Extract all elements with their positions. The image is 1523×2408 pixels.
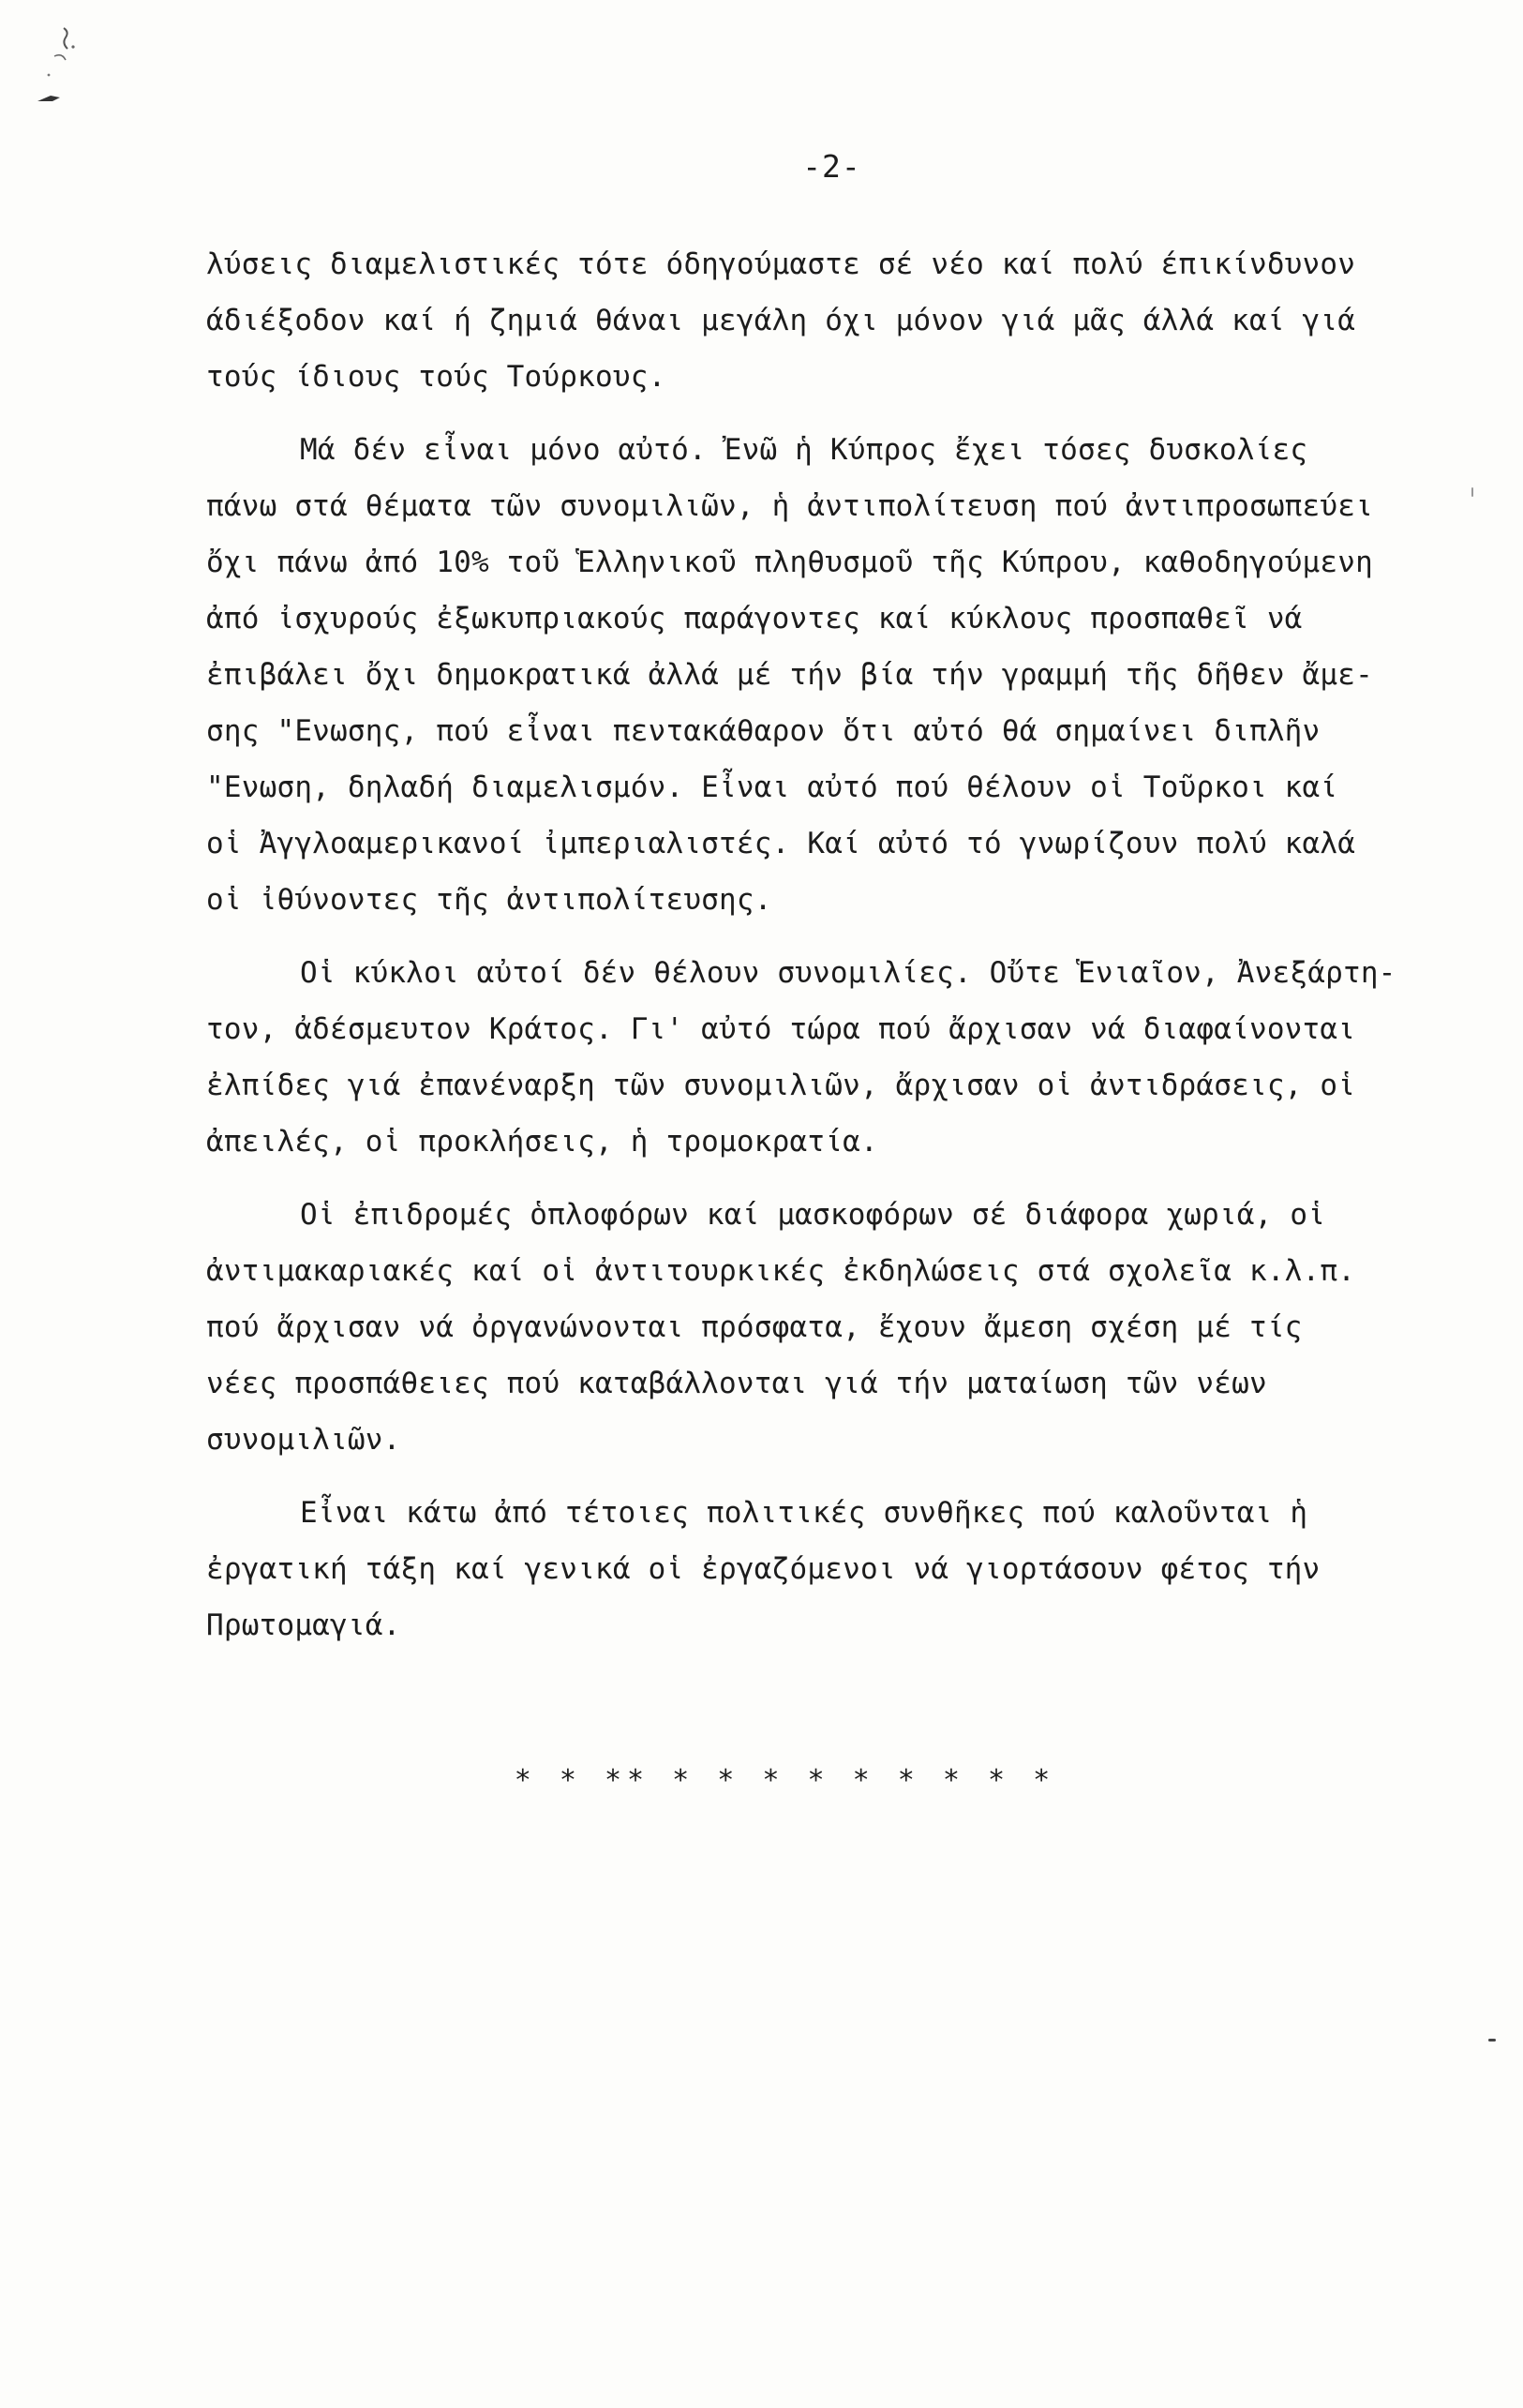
text-line: οἱ Ἀγγλοαμερικανοί ἰμπεριαλιστές. Καί αὐτό τό γνωρίζουν πολύ καλά (206, 827, 1356, 860)
scan-speck (1488, 2039, 1496, 2042)
section-separator: * * ** * * * * * * * * * (514, 1764, 1056, 1797)
text-line: νέες προσπάθειες πού καταβάλλονται γιά τήν ματαίωση τῶν νέων (206, 1367, 1267, 1400)
paragraph-5 (206, 1485, 1453, 1653)
text-line: ἐλπίδες γιά ἐπανέναρξη τῶν συνομιλιῶν, ἄρχισαν οἱ ἀντιδράσεις, οἱ (206, 1069, 1356, 1102)
paragraph-3 (206, 945, 1453, 1170)
text-line: ἀπειλές, οἱ προκλήσεις, ἡ τρομοκρατία. (206, 1125, 878, 1159)
text-line: άδιέξοδον καί ή ζημιά θάναι μεγάλη όχι μόνον γιά μᾶς άλλά καί γιά (206, 304, 1356, 337)
text-line: ὄχι πάνω ἀπό 10% τοῦ Ἑλληνικοῦ πληθυσμοῦ τῆς Κύπρου, καθοδηγούμενη (206, 546, 1373, 579)
text-line: Οἱ ἐπιδρομές ὁπλοφόρων καί μασκοφόρων σέ διάφορα χωριά, οἱ (300, 1198, 1326, 1232)
text-line: οἱ ἰθύνοντες τῆς ἀντιπολίτευσης. (206, 883, 772, 917)
paragraph-4 (206, 1187, 1453, 1468)
ink-mark-icon (26, 19, 92, 103)
text-line: σης "Ενωσης, πού εἶναι πεντακάθαρον ὅτι αὐτό θά σημαίνει διπλῆν (206, 714, 1321, 748)
text-line: λύσεις διαμελιστικές τότε όδηγούμαστε σέ νέο καί πολύ έπικίνδυνον (206, 247, 1356, 281)
paragraph-2 (206, 422, 1453, 928)
scan-speck (1471, 487, 1473, 497)
text-line: Μά δέν εἶναι μόνο αὐτό. Ἐνῶ ἡ Κύπρος ἔχει τόσες δυσκολίες (300, 433, 1308, 467)
text-line: τον, ἀδέσμευτον Κράτος. Γι' αὐτό τώρα πού ἄρχισαν νά διαφαίνονται (206, 1012, 1356, 1046)
text-line: Πρωτομαγιά. (206, 1608, 401, 1642)
text-line: ἐπιβάλει ὄχι δημοκρατικά ἀλλά μέ τήν βία τήν γραμμή τῆς δῆθεν ἄμε- (206, 658, 1373, 692)
text-line: Εἶναι κάτω ἀπό τέτοιες πολιτικές συνθῆκες πού καλοῦνται ἡ (300, 1496, 1308, 1530)
document-body (206, 236, 1453, 1653)
paragraph-1 (206, 236, 1453, 405)
text-line: πού ἄρχισαν νά ὀργανώνονται πρόσφατα, ἔχουν ἄμεση σχέση μέ τίς (206, 1310, 1303, 1344)
text-line: Οἱ κύκλοι αὐτοί δέν θέλουν συνομιλίες. Οὔτε Ἑνιαῖον, Ἀνεξάρτη- (300, 956, 1396, 990)
text-line: πάνω στά θέματα τῶν συνομιλιῶν, ἡ ἀντιπολίτευση πού ἀντιπροσωπεύει (206, 489, 1373, 523)
page-number: -2- (802, 148, 861, 185)
text-line: τούς ίδιους τούς Τούρκους. (206, 360, 666, 394)
text-line: ἀντιμακαριακές καί οἱ ἀντιτουρκικές ἐκδηλώσεις στά σχολεῖα κ.λ.π. (206, 1254, 1356, 1288)
text-line: "Ενωση, δηλαδή διαμελισμόν. Εἶναι αὐτό πού θέλουν οἱ Τοῦρκοι καί (206, 770, 1338, 804)
text-line: ἐργατική τάξη καί γενικά οἱ ἐργαζόμενοι νά γιορτάσουν φέτος τήν (206, 1552, 1321, 1586)
text-line: συνομιλιῶν. (206, 1423, 401, 1457)
text-line: ἀπό ἰσχυρούς ἐξωκυπριακούς παράγοντες καί κύκλους προσπαθεῖ νά (206, 602, 1303, 636)
